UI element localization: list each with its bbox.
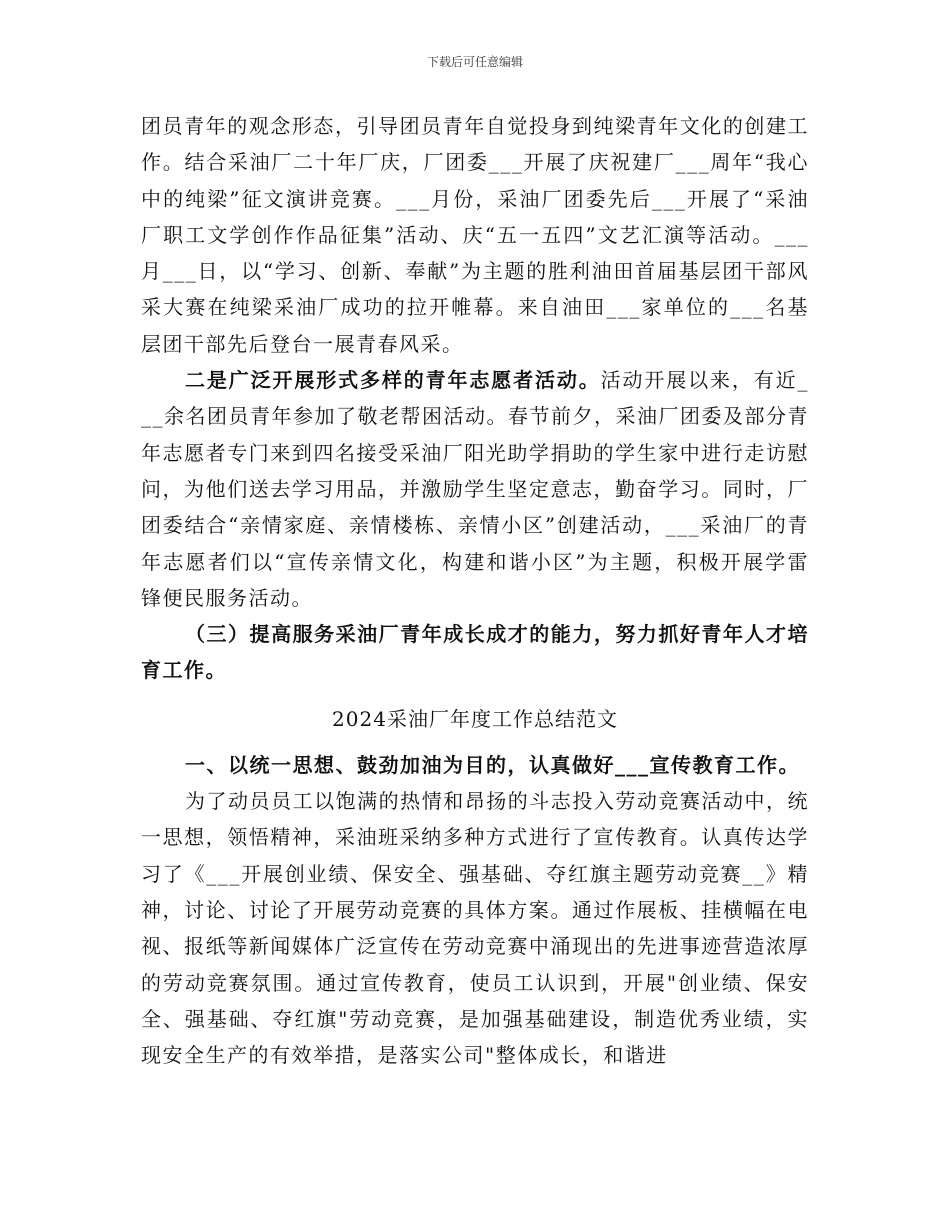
document-title: 2024采油厂年度工作总结范文 — [332, 706, 618, 731]
paragraph-propaganda: 为了动员员工以饱满的热情和昂扬的斗志投入劳动竞赛活动中，统一思想，领悟精神，采油班采纳多种方式进行了宣传教育。认真传达学习了《___开展创业绩、保安全、强基础、夺红旗主题劳动竞赛__》精神，讨论、讨论了开展劳动竞赛的具体方案。通过作展板、挂横幅在电视、报纸等新闻媒体广泛宣传在劳动竞赛中涌现出的先进事迹营造浓厚的劳动竞赛氛围。通过宣传教育，使员工认识到，开展"创业绩、保安全、强基础、夺红旗"劳动竞赛，是加强基础建设，制造优秀业绩，实现安全生产的有效举措，是落实公司"整体成长，和谐进 — [141, 789, 809, 1068]
document-body — [141, 108, 809, 1073]
paragraph-lead: 二是广泛开展形式多样的青年志愿者活动。 — [185, 368, 601, 393]
paragraph-volunteer — [141, 362, 809, 616]
section-heading: （三）提高服务采油厂青年成长成才的能力，努力抓好青年人才培育工作。 — [141, 622, 809, 683]
paragraph-body: 活动开展以来，有近___余名团员青年参加了敬老帮困活动。春节前夕，采油厂团委及部分青年志愿者专门来到四名接受采油厂阳光助学捐助的学生家中进行走访慰问，为他们送去学习用品，并激励学生坚定意志，勤奋学习。同时，厂团委结合“亲情家庭、亲情楼栋、亲情小区”创建活动，___采油厂的青年志愿者们以“宣传亲情文化，构建和谐小区”为主题，积极开展学雷锋便民服务活动。 — [141, 368, 809, 610]
page-header: 下载后可任意编辑 — [426, 55, 523, 69]
paragraph-1: 团员青年的观念形态，引导团员青年自觉投身到纯梁青年文化的创建工作。结合采油厂二十年厂庆，厂团委___开展了庆祝建厂___周年“我心中的纯梁”征文演讲竞赛。___月份，采油厂团委先后___开展了“采油厂职工文学创作作品征集”活动、庆“五一五四”文艺汇演等活动。___月___日，以“学习、创新、奉献”为主题的胜利油田首届基层团干部风采大赛在纯梁采油厂成功的拉开帷幕。来自油田___家单位的___名基层团干部先后登台一展青春风采。 — [141, 114, 809, 356]
section-heading-one: 一、以统一思想、鼓劲加油为目的，认真做好___宣传教育工作。 — [185, 752, 800, 777]
